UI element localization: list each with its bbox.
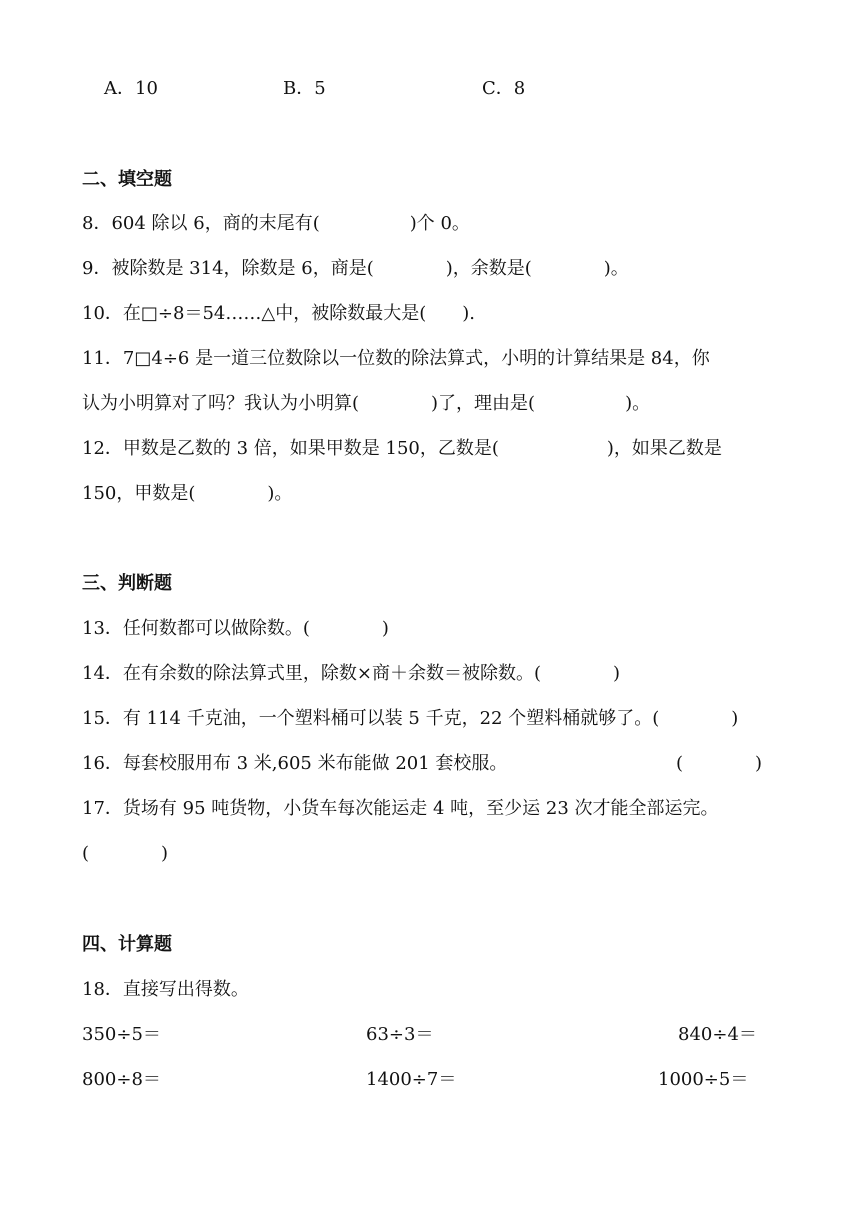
question-17-line-1: 17．货场有 95 吨货物，小货车每次能运走 4 吨，至少运 23 次才能全部运完。 xyxy=(82,798,719,819)
question-13: 13．任何数都可以做除数。( ) xyxy=(82,618,389,639)
question-16-answer-paren: ( ) xyxy=(676,753,763,774)
section-heading-fill-in: 二、填空题 xyxy=(82,169,172,190)
option-b: B．5 xyxy=(283,78,326,99)
question-18: 18．直接写出得数。 xyxy=(82,979,249,1000)
calc-item: 800÷8＝ xyxy=(82,1069,161,1090)
option-c: C．8 xyxy=(482,78,526,99)
question-16: 16．每套校服用布 3 米,605 米布能做 201 套校服。 xyxy=(82,753,508,774)
calc-item: 350÷5＝ xyxy=(82,1024,161,1045)
question-12-line-2: 150，甲数是( )。 xyxy=(82,483,293,504)
calc-item: 63÷3＝ xyxy=(366,1024,434,1045)
question-15: 15．有 114 千克油，一个塑料桶可以装 5 千克，22 个塑料桶就够了。( ) xyxy=(82,708,739,729)
section-heading-judgment: 三、判断题 xyxy=(82,573,172,594)
question-14: 14．在有余数的除法算式里，除数×商＋余数＝被除数。( ) xyxy=(82,663,621,684)
question-8: 8．604 除以 6，商的末尾有( )个 0。 xyxy=(82,213,470,234)
question-12-line-1: 12．甲数是乙数的 3 倍，如果甲数是 150，乙数是( )，如果乙数是 xyxy=(82,438,722,459)
calc-item: 1400÷7＝ xyxy=(366,1069,457,1090)
question-11-line-1: 11．7□4÷6 是一道三位数除以一位数的除法算式，小明的计算结果是 84，你 xyxy=(82,348,710,369)
calc-item: 1000÷5＝ xyxy=(658,1069,749,1090)
question-10: 10．在□÷8＝54……△中，被除数最大是( ). xyxy=(82,303,475,324)
question-17-line-2: ( ) xyxy=(82,843,169,864)
question-11-line-2: 认为小明算对了吗？我认为小明算( )了，理由是( )。 xyxy=(82,393,651,414)
calc-item: 840÷4＝ xyxy=(678,1024,757,1045)
option-a: A．10 xyxy=(104,78,158,99)
section-heading-calculation: 四、计算题 xyxy=(82,934,172,955)
question-9: 9．被除数是 314，除数是 6，商是( )，余数是( )。 xyxy=(82,258,629,279)
